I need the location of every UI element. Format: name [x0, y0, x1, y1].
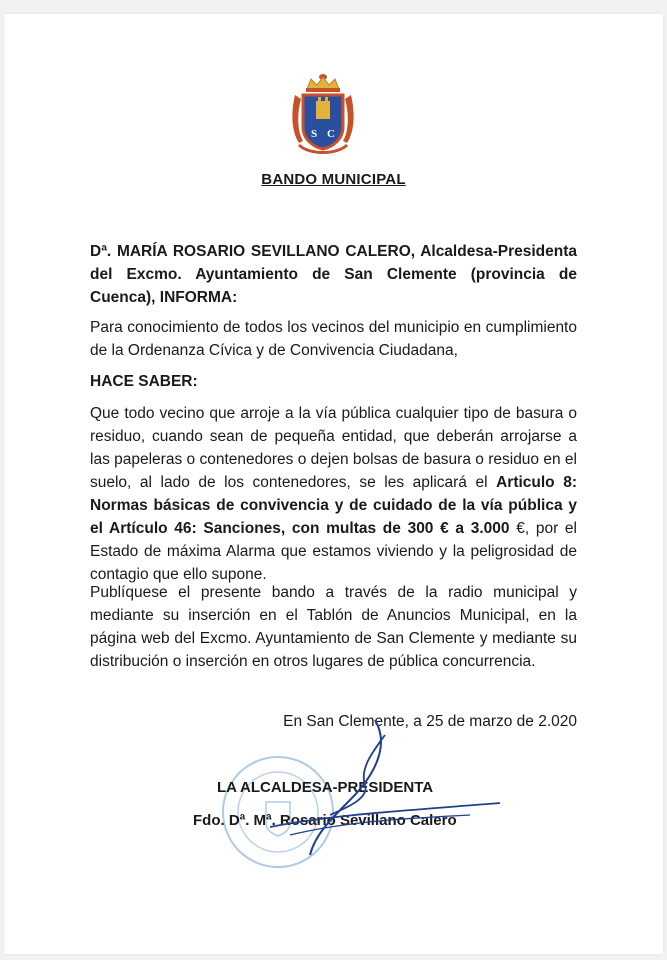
svg-text:S: S: [311, 128, 318, 140]
paragraph-text-1: Que todo vecino que arroje a la vía pública cualquier tipo de basura o residuo, cuando sean de pequeña entidad, que deberán arrojarse a las papeleras o contenedores o dejen bolsas de basura o residuo en el suelo, al lado de los contenedores, se les aplicará el: [90, 405, 577, 491]
hace-saber-heading: HACE SABER:: [90, 373, 198, 390]
coat-of-arms-logo: [289, 71, 357, 157]
paragraph-hace-saber: [90, 402, 577, 586]
date-line: En San Clemente, a 25 de marzo de 2.020: [283, 713, 577, 730]
paragraph-conocimiento: Para conocimiento de todos los vecinos del municipio en cumplimiento de la Ordenanza Cívica y de Convivencia Ciudadana,: [90, 319, 577, 359]
paragraph-publiquese: Publíquese el presente bando a través de la radio municipal y mediante su inserción en el Tablón de Anuncios Municipal, en la página web del Excmo. Ayuntamiento de San Clemente y mediante su distribución o inserción en otros lugares de pública concurrencia.: [90, 584, 577, 670]
document-title: BANDO MUNICIPAL: [261, 171, 406, 188]
paragraph-bold-articles: Articulo 8: Normas básicas de convivencia y de cuidado de la vía pública y el Artículo 46: Sanciones, con multas de 300 € a 3.000: [90, 474, 577, 537]
svg-text:C: C: [327, 128, 335, 140]
handwritten-signature: [270, 715, 500, 860]
signature-title: LA ALCALDESA-PRESIDENTA: [217, 779, 434, 796]
signature-name: Fdo. Dª. Mª. Rosario Sevillano Calero: [193, 812, 457, 829]
paragraph-text-2: €, por el Estado de máxima Alarma que estamos viviendo y la peligrosidad de contagio que ello supone.: [90, 520, 577, 583]
intro-paragraph: Dª. MARÍA ROSARIO SEVILLANO CALERO, Alcaldesa-Presidenta del Excmo. Ayuntamiento de San Clemente (provincia de Cuenca), INFORMA:: [90, 243, 577, 306]
